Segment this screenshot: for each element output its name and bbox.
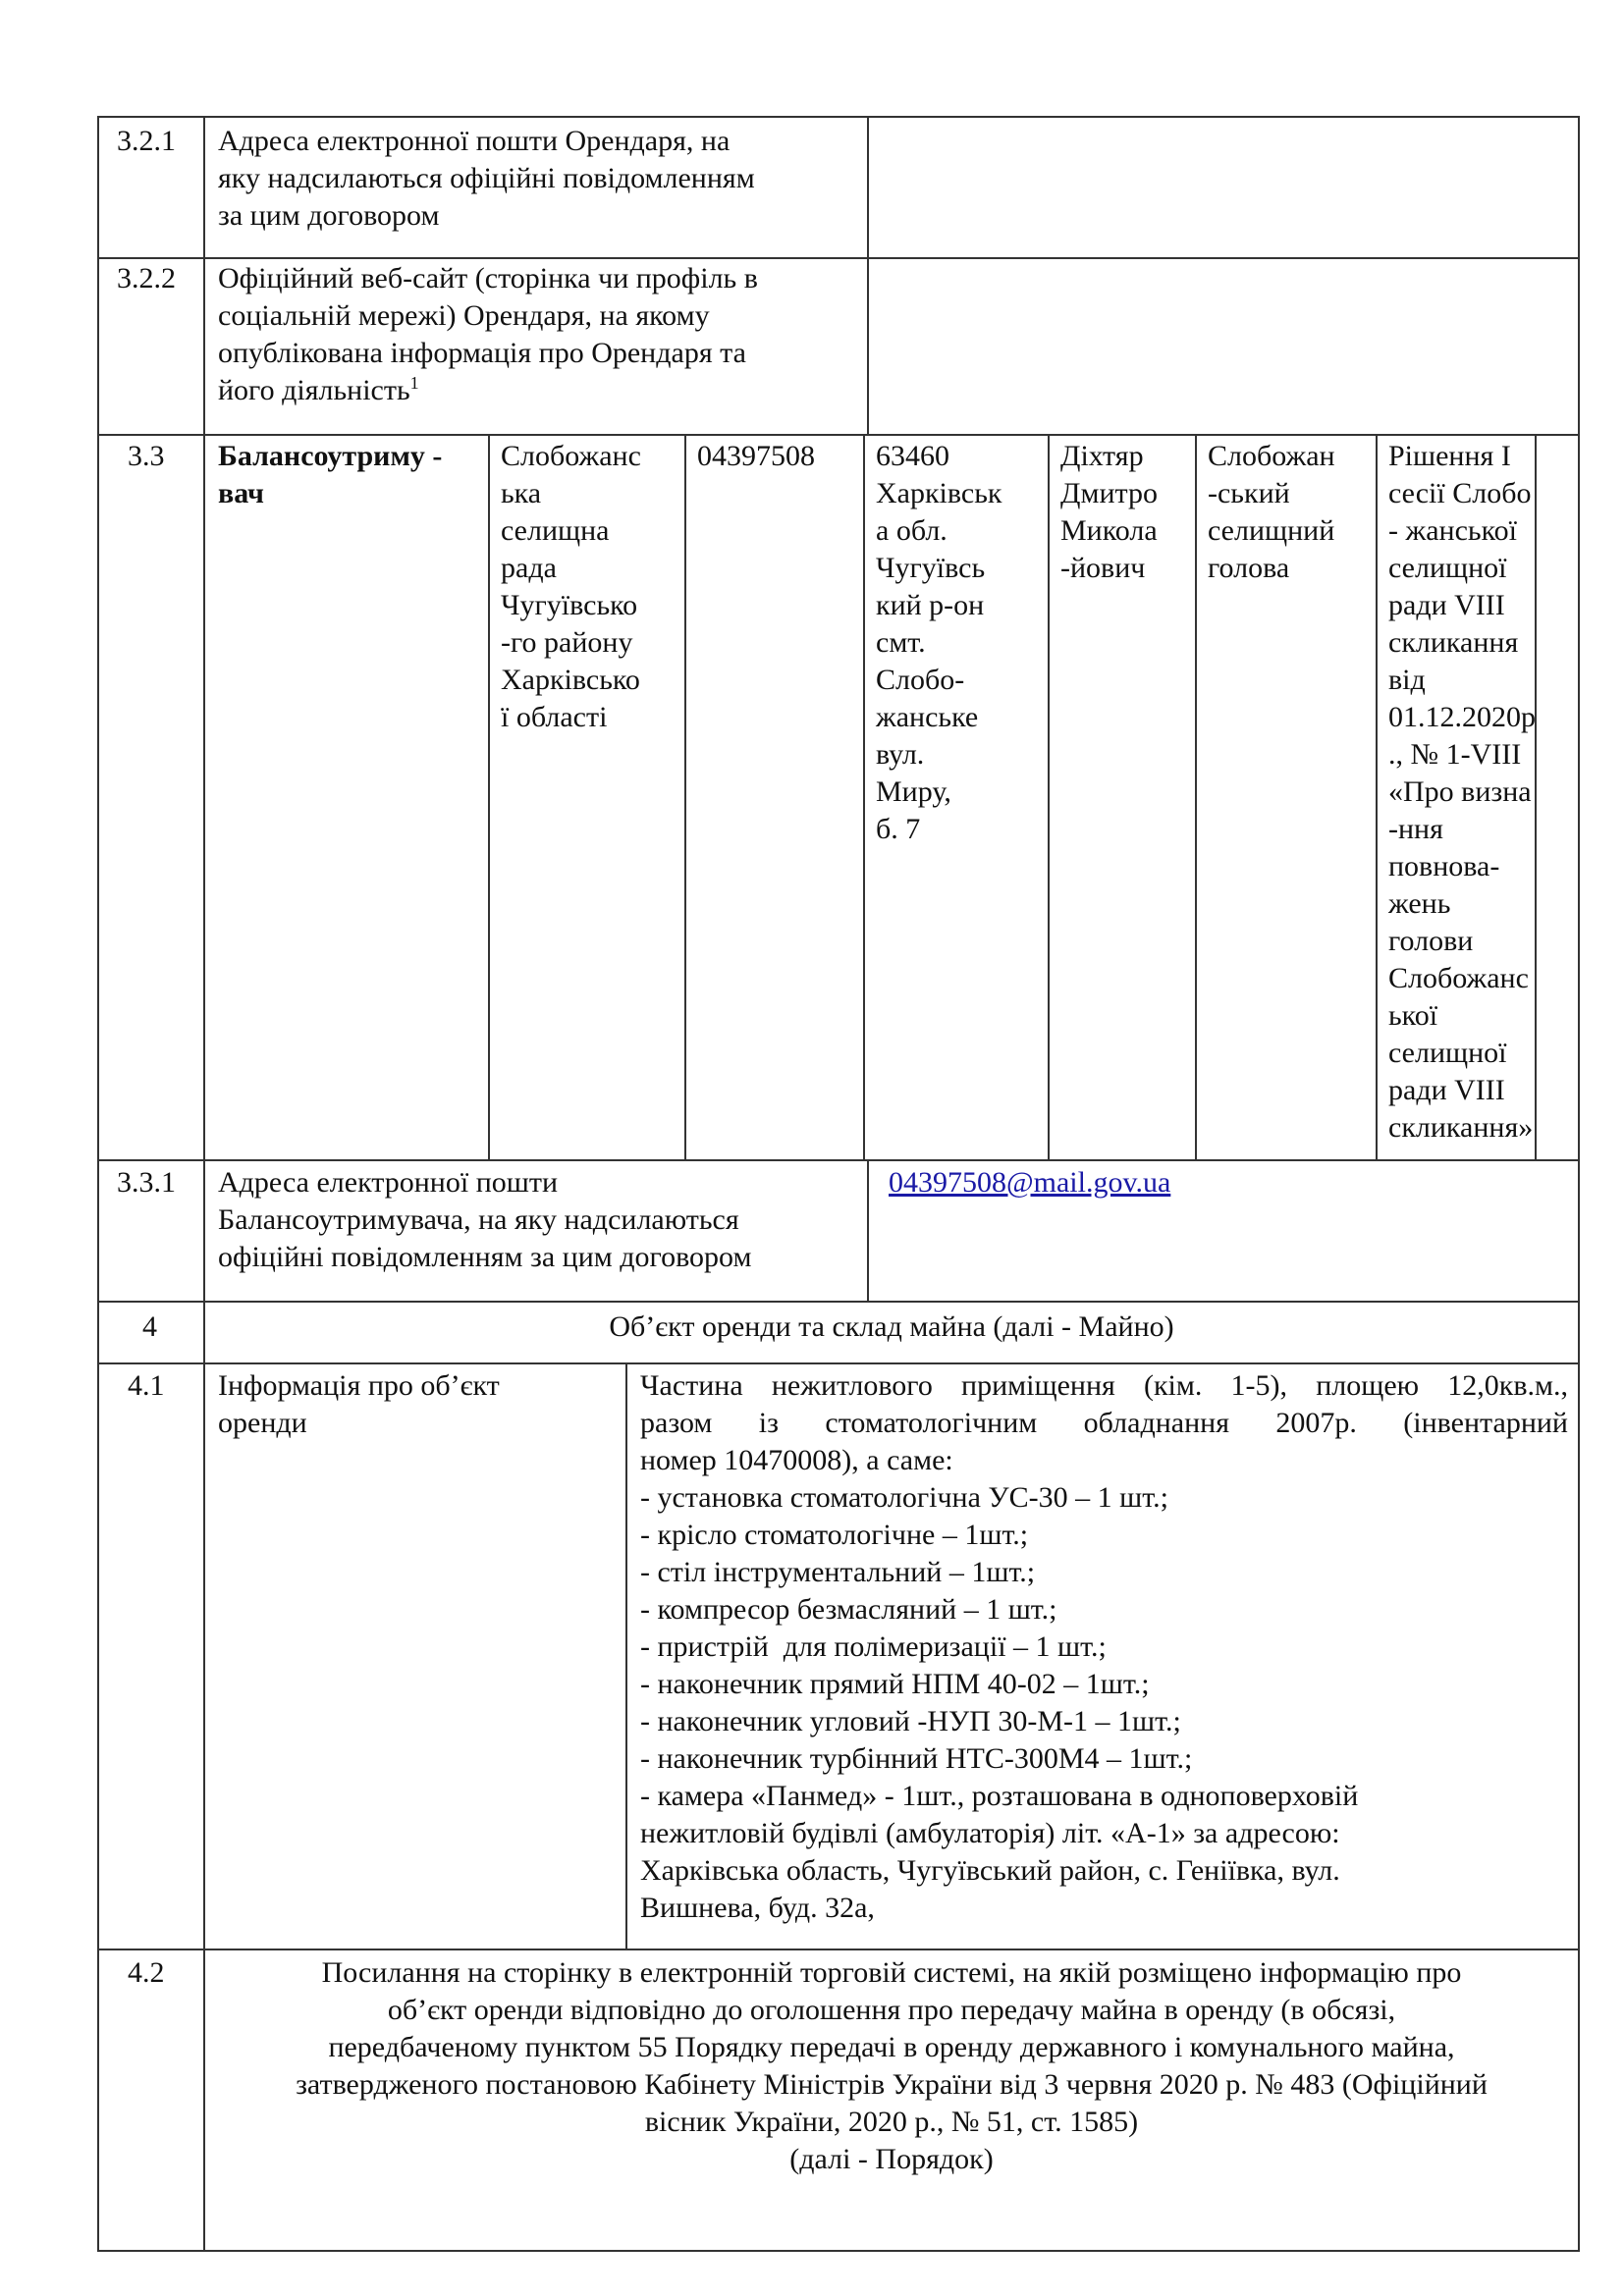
holder-email-link[interactable]: 04397508@mail.gov.ua [889, 1166, 1171, 1199]
name-line: Чугуївсько [501, 589, 638, 621]
address-line: а обл. [876, 514, 947, 547]
basis-line: ради VIII [1388, 589, 1505, 621]
rule-3-3-e [1195, 434, 1197, 1161]
name-line: селищна [501, 514, 610, 547]
name-line: -го району [501, 626, 633, 659]
basis-line: від [1388, 664, 1426, 696]
row-number: 4.2 [128, 1956, 165, 1989]
equipment-item: - наконечник прямий НПМ 40-02 – 1шт.; [640, 1668, 1150, 1700]
address-line: кий р-он [876, 589, 985, 621]
description-line: разом із стоматологічним обладнання 2007р. (інвентарний [640, 1407, 1568, 1439]
email-label-line: за цим договором [218, 199, 440, 232]
rule-4-1-split [625, 1362, 627, 1950]
rule-after-4-1 [97, 1949, 1580, 1950]
rule-value-col-3-3-1 [867, 1159, 869, 1303]
rule-3-3-b [684, 434, 686, 1161]
person-line: Микола [1060, 514, 1158, 547]
equipment-item: - пристрій для полімеризації – 1 шт.; [640, 1630, 1107, 1663]
equipment-item: - наконечник угловий -НУП 30-М-1 – 1шт.; [640, 1705, 1181, 1737]
position-line: -ський [1208, 477, 1290, 509]
reference-line: вісник України, 2020 р., № 51, ст. 1585) [644, 2106, 1139, 2138]
holder-email-label-line: Адреса електронної пошти [218, 1166, 559, 1199]
rule-after-4 [97, 1362, 1580, 1364]
equipment-item: - установка стоматологічна УС-30 – 1 шт.; [640, 1481, 1168, 1514]
row-number: 3.2.2 [117, 262, 176, 294]
object-info-label: оренди [218, 1407, 307, 1439]
address-line: 63460 [876, 440, 949, 472]
person-line: Дмитро [1060, 477, 1158, 509]
website-label-line: опублікована інформація про Орендаря та [218, 337, 746, 369]
row-number: 3.3.1 [117, 1166, 176, 1199]
reference-line: Посилання на сторінку в електронній торговій системі, на якій розміщено інформацію про [321, 1956, 1462, 1989]
rule-3-3-g [1535, 434, 1537, 1161]
description-line: Харківська область, Чугуївський район, с. Геніївка, вул. [640, 1854, 1340, 1887]
name-line: ька [501, 477, 542, 509]
person-line: Діхтяр [1060, 440, 1144, 472]
email-label-line: Адреса електронної пошти Орендаря, на [218, 125, 731, 157]
row-number: 4 [142, 1310, 157, 1343]
website-label-line: соціальній мережі) Орендаря, на якому [218, 299, 710, 332]
object-info-label: Інформація про об’єкт [218, 1369, 500, 1402]
basis-line: -ння [1388, 813, 1443, 845]
reference-line: передбаченому пунктом 55 Порядку передачі в оренду державного і комунального майна, [328, 2031, 1455, 2063]
address-line: жанське [876, 701, 979, 733]
reference-line: об’єкт оренди відповідно до оголошення про передачу майна в оренду (в обсязі, [387, 1994, 1396, 2026]
equipment-item: - компресор безмасляний – 1 шт.; [640, 1593, 1057, 1626]
section-title: Об’єкт оренди та склад майна (далі - Майно) [609, 1310, 1174, 1343]
description-line: Частина нежитлового приміщення (кім. 1-5), площею 12,0кв.м., [640, 1369, 1568, 1402]
rule-bottom [97, 2250, 1580, 2252]
basis-line: скликання [1388, 626, 1519, 659]
rule-after-3-2-1 [97, 257, 1580, 259]
person-line: -йович [1060, 552, 1146, 584]
basis-line: 01.12.2020р [1388, 701, 1536, 733]
balance-holder-label: вач [218, 477, 264, 509]
rule-right [1578, 116, 1580, 2252]
reference-line: (далі - Порядок) [789, 2143, 994, 2175]
email-label-line: яку надсилаються офіційні повідомленням [218, 162, 755, 194]
basis-line: «Про визна [1388, 775, 1532, 808]
basis-line: повнова- [1388, 850, 1500, 882]
rule-left [97, 116, 99, 2252]
rule-3-3-a [488, 434, 490, 1161]
rule-num-col [203, 116, 205, 2252]
name-line: Харківсько [501, 664, 640, 696]
rule-after-3-3 [97, 1159, 1580, 1161]
basis-line: - жанської [1388, 514, 1517, 547]
address-line: вул. [876, 738, 925, 771]
basis-line: ради VIII [1388, 1074, 1505, 1106]
footnote-mark: 1 [409, 373, 419, 393]
rule-3-3-c [863, 434, 865, 1161]
equipment-item: - камера «Панмед» - 1шт., розташована в одноповерховій [640, 1780, 1359, 1812]
website-label-line [218, 372, 419, 409]
basis-line: жень [1388, 887, 1451, 920]
name-line: Слобожанс [501, 440, 641, 472]
holder-email-label-line: Балансоутримувача, на яку надсилаються [218, 1203, 739, 1236]
name-line: рада [501, 552, 557, 584]
address-line: Чугуївсь [876, 552, 986, 584]
address-line: Слобо- [876, 664, 965, 696]
basis-line: голови [1388, 925, 1474, 957]
position-line: Слобожан [1208, 440, 1335, 472]
basis-line: Слобожанс [1388, 962, 1529, 994]
description-line: нежитловій будівлі (амбулаторія) літ. «А-1» за адресою: [640, 1817, 1340, 1849]
basis-line: селищної [1388, 552, 1507, 584]
rule-3-3-f [1376, 434, 1378, 1161]
rule-after-3-3-1 [97, 1301, 1580, 1303]
description-line: Вишнева, буд. 32а, [640, 1892, 875, 1924]
rule-value-col-3-2 [867, 116, 869, 434]
edrpou-code: 04397508 [697, 440, 815, 472]
row-number: 3.2.1 [117, 125, 176, 157]
basis-line: сесії Слобо [1388, 477, 1532, 509]
basis-line: ., № 1-VIII [1388, 738, 1522, 771]
rule-3-3-d [1048, 434, 1050, 1161]
row-number: 3.3 [128, 440, 165, 472]
equipment-item: - крісло стоматологічне – 1шт.; [640, 1519, 1029, 1551]
address-line: смт. [876, 626, 926, 659]
equipment-item: - наконечник турбінний НТС-300М4 – 1шт.; [640, 1742, 1193, 1775]
address-line: Харківськ [876, 477, 1002, 509]
position-line: селищний [1208, 514, 1335, 547]
holder-email-label-line: офіційні повідомленням за цим договором [218, 1241, 752, 1273]
position-line: голова [1208, 552, 1290, 584]
website-label-text: його діяльність [218, 374, 410, 406]
basis-line: ької [1388, 999, 1438, 1032]
description-line: номер 10470008), а саме: [640, 1444, 953, 1476]
address-line: б. 7 [876, 813, 921, 845]
rule-after-3-2-2 [97, 434, 1580, 436]
basis-line: скликання» [1388, 1111, 1534, 1144]
balance-holder-label: Балансоутриму - [218, 440, 443, 472]
row-number: 4.1 [128, 1369, 165, 1402]
website-label-line: Офіційний веб-сайт (сторінка чи профіль в [218, 262, 758, 294]
basis-line: Рішення I [1388, 440, 1511, 472]
reference-line: затвердженого постановою Кабінету Міністрів України від 3 червня 2020 р. № 483 (Офіційний [296, 2068, 1488, 2101]
basis-line: селищної [1388, 1037, 1507, 1069]
name-line: ї області [501, 701, 608, 733]
address-line: Миру, [876, 775, 951, 808]
rule-top [97, 116, 1580, 118]
equipment-item: - стіл інструментальний – 1шт.; [640, 1556, 1036, 1588]
